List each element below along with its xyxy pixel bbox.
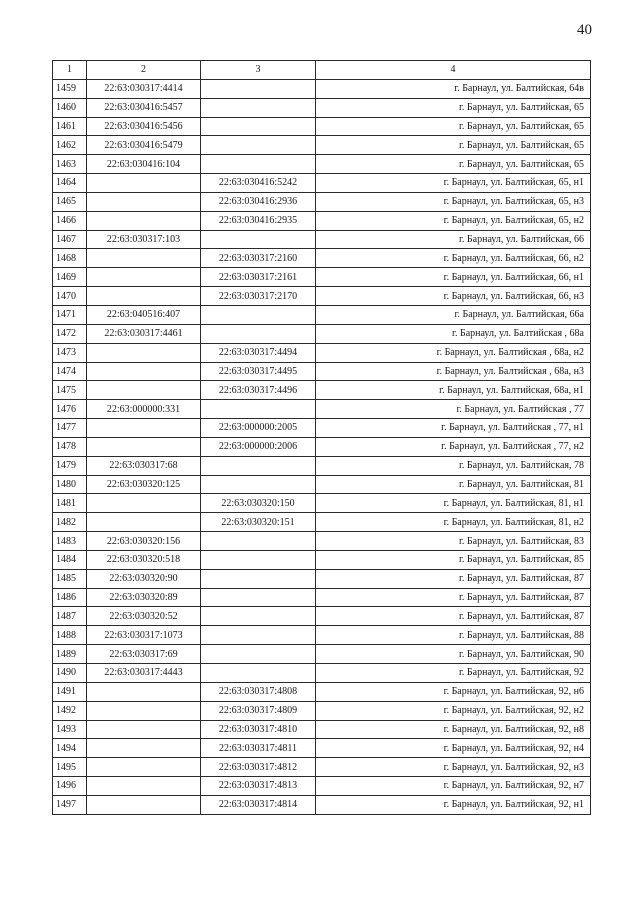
cell-premises-cadastral: 22:63:030317:4495 [201,362,316,381]
cell-address: г. Барнаул, ул. Балтийская, 81, н2 [316,513,591,532]
cell-land-cadastral [87,682,201,701]
cell-address: г. Барнаул, ул. Балтийская, 65 [316,117,591,136]
table-row [53,381,591,400]
cell-land-cadastral [87,362,201,381]
table-row [53,249,591,268]
cell-address: г. Барнаул, ул. Балтийская, 87 [316,607,591,626]
table-row [53,588,591,607]
cell-address: г. Барнаул, ул. Балтийская , 77, н1 [316,419,591,438]
cell-address: г. Барнаул, ул. Балтийская, 66а [316,305,591,324]
cell-land-cadastral: 22:63:030317:4443 [87,664,201,683]
cell-number: 1479 [53,456,87,475]
cell-land-cadastral: 22:63:030416:5479 [87,136,201,155]
cell-premises-cadastral: 22:63:030320:150 [201,494,316,513]
cell-number: 1478 [53,437,87,456]
cell-land-cadastral: 22:63:030320:52 [87,607,201,626]
cell-number: 1483 [53,532,87,551]
cell-premises-cadastral [201,98,316,117]
cell-land-cadastral: 22:63:030317:4414 [87,79,201,98]
cell-land-cadastral: 22:63:030320:125 [87,475,201,494]
table-row [53,475,591,494]
cell-address: г. Барнаул, ул. Балтийская, 83 [316,532,591,551]
cell-premises-cadastral: 22:63:030317:4496 [201,381,316,400]
cell-address: г. Барнаул, ул. Балтийская , 68а [316,324,591,343]
table-row [53,701,591,720]
cell-address: г. Барнаул, ул. Балтийская, 68а, н1 [316,381,591,400]
cell-premises-cadastral: 22:63:000000:2006 [201,437,316,456]
cell-premises-cadastral [201,305,316,324]
table-row [53,569,591,588]
cell-address: г. Барнаул, ул. Балтийская, 65, н1 [316,174,591,193]
table-row [53,626,591,645]
table-row [53,645,591,664]
cell-number: 1467 [53,230,87,249]
table-row [53,607,591,626]
table-header-row [53,61,591,80]
cell-land-cadastral [87,720,201,739]
table-row [53,174,591,193]
table-row [53,419,591,438]
cell-address: г. Барнаул, ул. Балтийская, 87 [316,569,591,588]
cell-number: 1471 [53,305,87,324]
table-row [53,136,591,155]
table-row [53,287,591,306]
cell-number: 1493 [53,720,87,739]
cell-number: 1460 [53,98,87,117]
cell-premises-cadastral [201,588,316,607]
cell-number: 1496 [53,777,87,796]
table-row [53,230,591,249]
cell-premises-cadastral [201,664,316,683]
table-row [53,513,591,532]
cell-land-cadastral: 22:63:030416:5457 [87,98,201,117]
cell-number: 1490 [53,664,87,683]
cell-address: г. Барнаул, ул. Балтийская, 78 [316,456,591,475]
cell-premises-cadastral: 22:63:030416:5242 [201,174,316,193]
table-row [53,550,591,569]
cell-number: 1472 [53,324,87,343]
cell-land-cadastral [87,513,201,532]
cell-address: г. Барнаул, ул. Балтийская, 65, н2 [316,211,591,230]
cell-land-cadastral: 22:63:030317:69 [87,645,201,664]
cell-number: 1495 [53,758,87,777]
cell-address: г. Барнаул, ул. Балтийская, 92, н3 [316,758,591,777]
cell-address: г. Барнаул, ул. Балтийская, 65, н3 [316,192,591,211]
cell-premises-cadastral: 22:63:030317:4813 [201,777,316,796]
cell-land-cadastral [87,192,201,211]
cell-address: г. Барнаул, ул. Балтийская, 64в [316,79,591,98]
cell-number: 1459 [53,79,87,98]
table-row [53,682,591,701]
cell-number: 1473 [53,343,87,362]
table-row [53,532,591,551]
cell-address: г. Барнаул, ул. Балтийская, 92, н6 [316,682,591,701]
cell-land-cadastral: 22:63:030317:1073 [87,626,201,645]
cell-address: г. Барнаул, ул. Балтийская, 65 [316,98,591,117]
cell-address: г. Барнаул, ул. Балтийская, 66, н2 [316,249,591,268]
cell-address: г. Барнаул, ул. Балтийская, 81 [316,475,591,494]
table-row [53,192,591,211]
cell-address: г. Барнаул, ул. Балтийская , 68а, н3 [316,362,591,381]
cell-number: 1494 [53,739,87,758]
cell-land-cadastral [87,381,201,400]
cell-address: г. Барнаул, ул. Балтийская, 92, н4 [316,739,591,758]
cell-premises-cadastral: 22:63:030416:2936 [201,192,316,211]
cell-number: 1465 [53,192,87,211]
table-row [53,664,591,683]
cell-land-cadastral: 22:63:000000:331 [87,400,201,419]
cell-premises-cadastral: 22:63:030317:4494 [201,343,316,362]
table-row [53,494,591,513]
cell-number: 1470 [53,287,87,306]
cell-land-cadastral: 22:63:040516:407 [87,305,201,324]
cell-land-cadastral [87,174,201,193]
cell-land-cadastral [87,419,201,438]
cell-land-cadastral: 22:63:030416:104 [87,155,201,174]
cell-number: 1486 [53,588,87,607]
table-row [53,720,591,739]
cell-number: 1488 [53,626,87,645]
cell-number: 1461 [53,117,87,136]
column-header-number: 1 [53,61,87,80]
cell-number: 1466 [53,211,87,230]
cell-premises-cadastral [201,400,316,419]
cell-land-cadastral [87,758,201,777]
cell-number: 1475 [53,381,87,400]
cell-land-cadastral [87,701,201,720]
cell-address: г. Барнаул, ул. Балтийская, 66, н1 [316,268,591,287]
cell-address: г. Барнаул, ул. Балтийская, 92 [316,664,591,683]
table-row [53,79,591,98]
cell-land-cadastral [87,268,201,287]
table-row [53,268,591,287]
cell-number: 1489 [53,645,87,664]
cell-premises-cadastral [201,324,316,343]
cell-premises-cadastral [201,475,316,494]
table-row [53,400,591,419]
table-row [53,437,591,456]
cell-number: 1491 [53,682,87,701]
cell-premises-cadastral [201,550,316,569]
cell-number: 1464 [53,174,87,193]
cell-premises-cadastral: 22:63:030317:4814 [201,795,316,814]
cell-number: 1462 [53,136,87,155]
table-row [53,362,591,381]
cell-premises-cadastral: 22:63:030317:4812 [201,758,316,777]
cell-premises-cadastral [201,607,316,626]
cell-number: 1487 [53,607,87,626]
cell-number: 1474 [53,362,87,381]
cell-number: 1480 [53,475,87,494]
cell-land-cadastral: 22:63:030320:518 [87,550,201,569]
cell-premises-cadastral [201,117,316,136]
cell-land-cadastral [87,739,201,758]
cell-premises-cadastral: 22:63:030416:2935 [201,211,316,230]
cell-premises-cadastral [201,569,316,588]
cell-premises-cadastral: 22:63:030317:2170 [201,287,316,306]
cell-land-cadastral [87,343,201,362]
cell-address: г. Барнаул, ул. Балтийская , 68а, н2 [316,343,591,362]
cell-land-cadastral [87,494,201,513]
table-row [53,343,591,362]
cell-number: 1476 [53,400,87,419]
cell-address: г. Барнаул, ул. Балтийская, 65 [316,136,591,155]
table-row [53,739,591,758]
table-row [53,117,591,136]
registry-table [52,60,591,815]
cell-land-cadastral [87,795,201,814]
cell-premises-cadastral: 22:63:030317:4809 [201,701,316,720]
column-header-land-cadastral: 2 [87,61,201,80]
cell-premises-cadastral [201,79,316,98]
cell-address: г. Барнаул, ул. Балтийская, 92, н7 [316,777,591,796]
cell-number: 1484 [53,550,87,569]
cell-address: г. Барнаул, ул. Балтийская, 87 [316,588,591,607]
cell-land-cadastral: 22:63:030317:4461 [87,324,201,343]
cell-premises-cadastral: 22:63:030317:2161 [201,268,316,287]
cell-address: г. Барнаул, ул. Балтийская, 65 [316,155,591,174]
cell-address: г. Барнаул, ул. Балтийская , 77 [316,400,591,419]
cell-address: г. Барнаул, ул. Балтийская, 85 [316,550,591,569]
cell-land-cadastral [87,437,201,456]
cell-premises-cadastral: 22:63:030317:4810 [201,720,316,739]
table-row [53,98,591,117]
cell-premises-cadastral: 22:63:030317:4808 [201,682,316,701]
page-number: 40 [577,22,592,38]
cell-number: 1485 [53,569,87,588]
cell-address: г. Барнаул, ул. Балтийская, 66 [316,230,591,249]
table-row [53,211,591,230]
cell-premises-cadastral [201,645,316,664]
cell-land-cadastral [87,211,201,230]
cell-number: 1492 [53,701,87,720]
table-row [53,758,591,777]
cell-land-cadastral: 22:63:030320:90 [87,569,201,588]
cell-premises-cadastral [201,626,316,645]
cell-address: г. Барнаул, ул. Балтийская, 90 [316,645,591,664]
cell-address: г. Барнаул, ул. Балтийская, 81, н1 [316,494,591,513]
table-row [53,456,591,475]
cell-premises-cadastral: 22:63:030317:2160 [201,249,316,268]
cell-number: 1469 [53,268,87,287]
cell-land-cadastral: 22:63:030320:89 [87,588,201,607]
cell-land-cadastral [87,777,201,796]
cell-land-cadastral: 22:63:030317:103 [87,230,201,249]
cell-land-cadastral [87,249,201,268]
cell-address: г. Барнаул, ул. Балтийская, 92, н2 [316,701,591,720]
cell-premises-cadastral: 22:63:000000:2005 [201,419,316,438]
table-body [53,79,591,814]
cell-address: г. Барнаул, ул. Балтийская, 88 [316,626,591,645]
cell-number: 1482 [53,513,87,532]
cell-land-cadastral: 22:63:030320:156 [87,532,201,551]
cell-number: 1481 [53,494,87,513]
cell-address: г. Барнаул, ул. Балтийская, 92, н8 [316,720,591,739]
cell-address: г. Барнаул, ул. Балтийская, 66, н3 [316,287,591,306]
table-row [53,777,591,796]
cell-land-cadastral [87,287,201,306]
column-header-address: 4 [316,61,591,80]
cell-land-cadastral: 22:63:030416:5456 [87,117,201,136]
cell-premises-cadastral: 22:63:030320:151 [201,513,316,532]
cell-premises-cadastral [201,136,316,155]
table-row [53,795,591,814]
cell-number: 1463 [53,155,87,174]
cell-premises-cadastral [201,456,316,475]
column-header-premises-cadastral: 3 [201,61,316,80]
cell-premises-cadastral: 22:63:030317:4811 [201,739,316,758]
cell-number: 1477 [53,419,87,438]
table-row [53,155,591,174]
cell-address: г. Барнаул, ул. Балтийская, 92, н1 [316,795,591,814]
table-row [53,305,591,324]
cell-number: 1468 [53,249,87,268]
table-row [53,324,591,343]
cell-premises-cadastral [201,230,316,249]
cell-address: г. Барнаул, ул. Балтийская , 77, н2 [316,437,591,456]
cell-premises-cadastral [201,155,316,174]
cell-number: 1497 [53,795,87,814]
cell-land-cadastral: 22:63:030317:68 [87,456,201,475]
cell-premises-cadastral [201,532,316,551]
